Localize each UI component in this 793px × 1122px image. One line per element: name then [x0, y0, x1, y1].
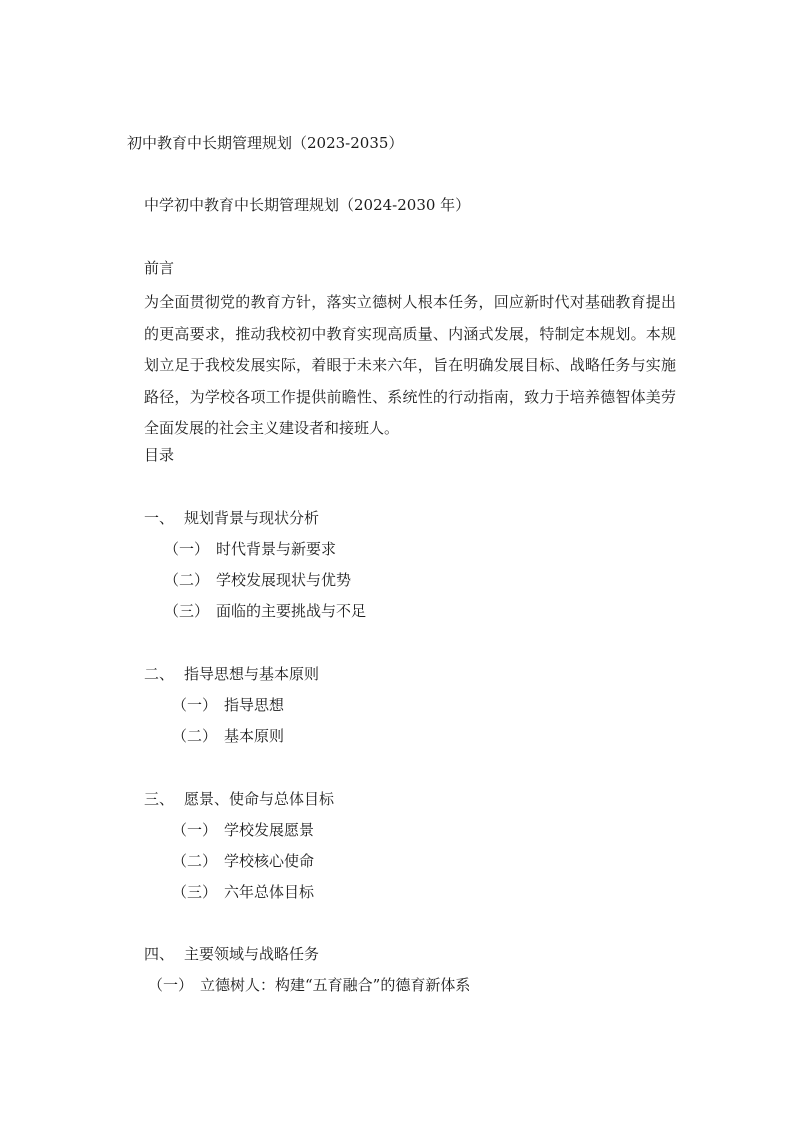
toc-section-number: 二、: [144, 665, 175, 683]
preface-heading: 前言: [144, 259, 175, 277]
toc-item-title: 基本原则: [224, 727, 285, 745]
toc-item-number: （三）: [172, 883, 218, 901]
toc-section-3[interactable]: [144, 789, 334, 809]
toc-item-title: 指导思想: [224, 696, 285, 714]
toc-section-2[interactable]: [144, 664, 319, 684]
toc-item[interactable]: [172, 695, 284, 715]
toc-item[interactable]: [172, 726, 284, 746]
toc-item-title: 六年总体目标: [224, 883, 315, 901]
toc-item-number: （二）: [164, 571, 210, 589]
toc-item[interactable]: [164, 570, 351, 590]
toc-section-number: 四、: [144, 945, 175, 963]
toc-item-number: （二）: [172, 727, 218, 745]
toc-item-title: 学校核心使命: [224, 852, 315, 870]
toc-item[interactable]: [148, 975, 470, 995]
toc-item-title: 学校发展愿景: [224, 821, 315, 839]
toc-item-number: （一）: [172, 696, 218, 714]
toc-item[interactable]: [164, 601, 366, 621]
toc-item-title: 学校发展现状与优势: [216, 571, 352, 589]
toc-item-number: （一）: [172, 821, 218, 839]
toc-item-number: （一）: [164, 540, 210, 558]
toc-item-title: 立德树人：构建“五育融合”的德育新体系: [200, 976, 471, 994]
document-title: 初中教育中长期管理规划（2023-2035）: [127, 134, 404, 152]
toc-item-title: 时代背景与新要求: [216, 540, 337, 558]
toc-section-1[interactable]: [144, 508, 319, 528]
toc-section-4[interactable]: [144, 944, 319, 964]
toc-item[interactable]: [172, 851, 314, 871]
toc-item-number: （二）: [172, 852, 218, 870]
toc-section-title: 愿景、使命与总体目标: [184, 790, 335, 808]
toc-item-number: （三）: [164, 602, 210, 620]
toc-section-number: 三、: [144, 790, 175, 808]
toc-item-number: （一）: [148, 976, 194, 994]
toc-item[interactable]: [164, 539, 336, 559]
toc-section-number: 一、: [144, 509, 175, 527]
toc-section-title: 规划背景与现状分析: [184, 509, 320, 527]
preface-body: 为全面贯彻党的教育方针，落实立德树人根本任务，回应新时代对基础教育提出的更高要求，推动我校初中教育实现高质量、内涵式发展，特制定本规划。本规划立足于我校发展实际，着眼于未来六年，旨在明确发展目标、战略任务与实施路径，为学校各项工作提供前瞻性、系统性的行动指南，致力于培养德智体美劳全面发展的社会主义建设者和接班人。: [144, 293, 676, 437]
document-subtitle: 中学初中教育中长期管理规划（2024-2030 年）: [144, 196, 471, 214]
toc-item-title: 面临的主要挑战与不足: [216, 602, 367, 620]
toc-section-title: 指导思想与基本原则: [184, 665, 320, 683]
toc-section-title: 主要领域与战略任务: [184, 945, 320, 963]
toc-heading: 目录: [144, 446, 175, 464]
toc-item[interactable]: [172, 820, 314, 840]
toc-item[interactable]: [172, 882, 314, 902]
